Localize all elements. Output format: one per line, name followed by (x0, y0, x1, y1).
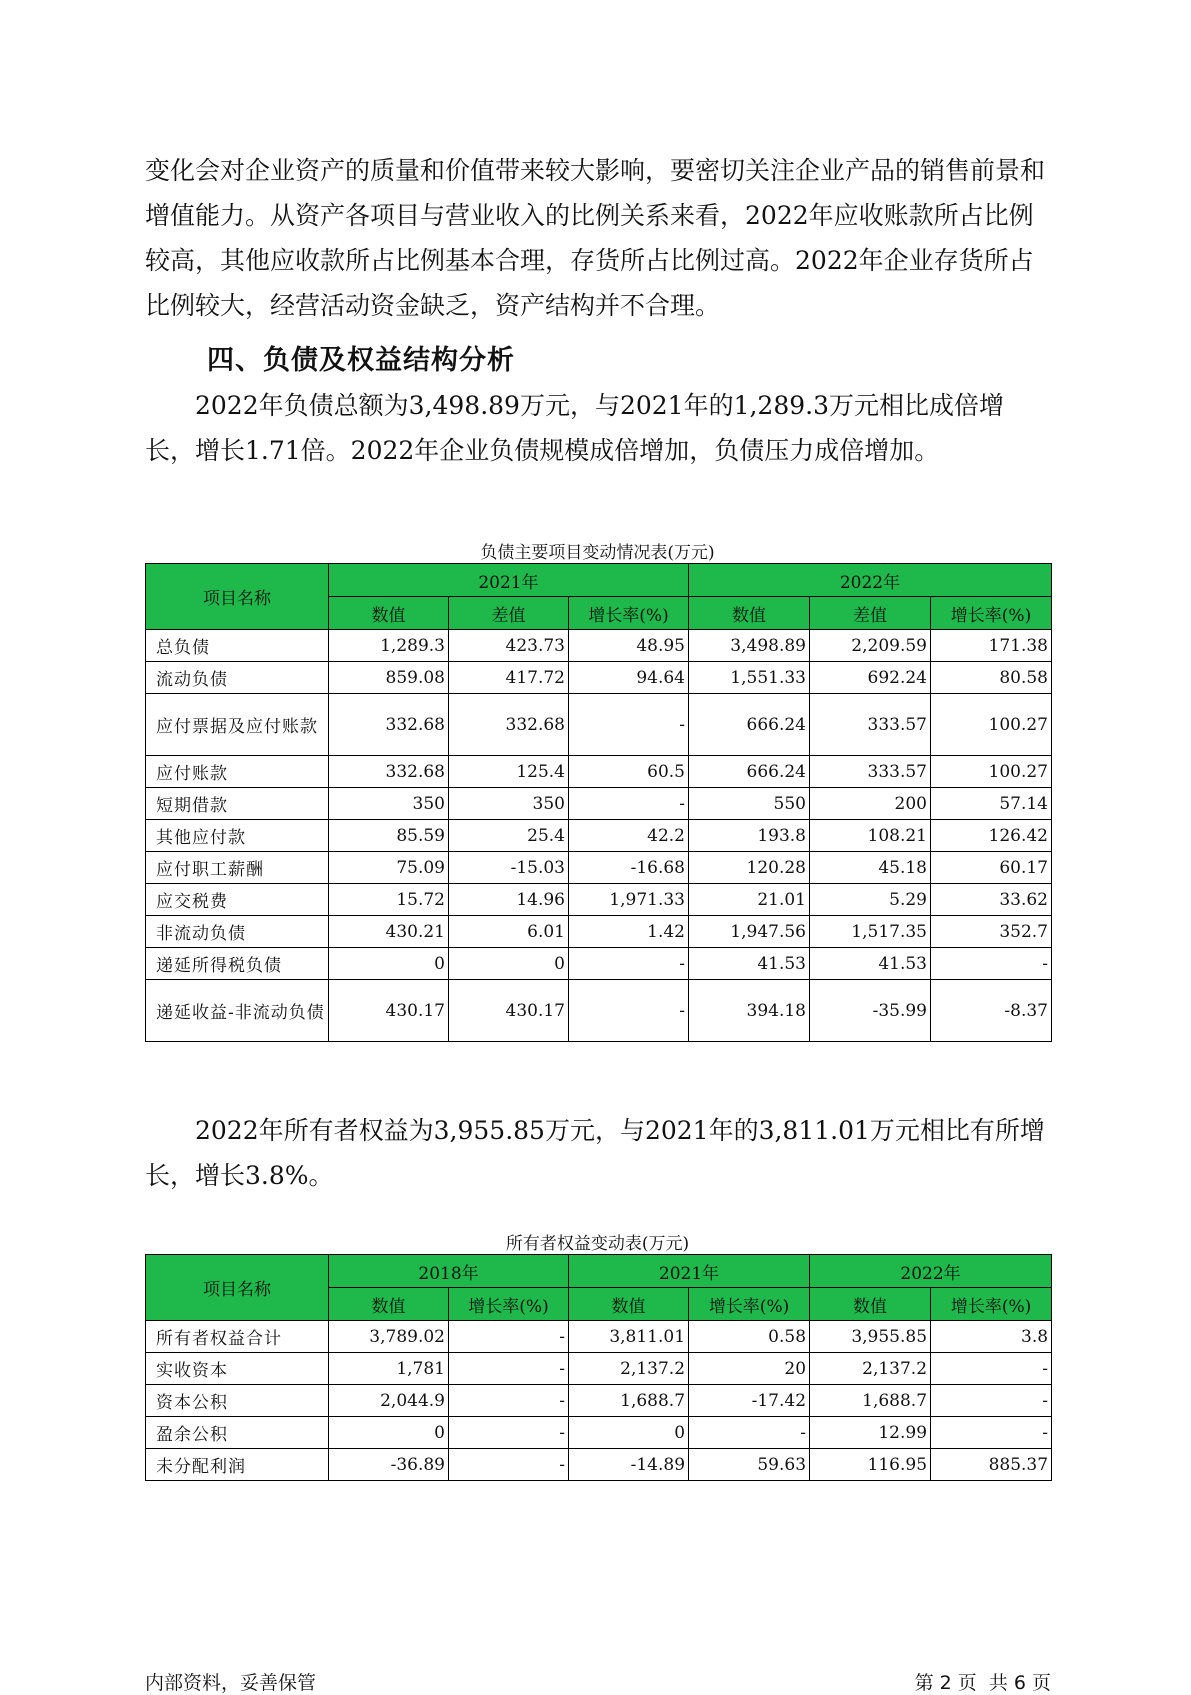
table-cell: 41.53 (810, 948, 931, 980)
table2-sub-header: 增长率(%) (931, 1288, 1052, 1321)
table-cell: 417.72 (449, 662, 569, 694)
table1-sub-header: 差值 (449, 597, 569, 630)
table-cell: 3,811.01 (569, 1321, 689, 1353)
table1-caption: 负债主要项目变动情况表(万元) (480, 543, 715, 563)
table-cell: - (931, 1385, 1052, 1417)
table-cell: 41.53 (689, 948, 810, 980)
table-cell: 75.09 (329, 852, 449, 884)
table-cell: 1,688.7 (810, 1385, 931, 1417)
table-cell: 15.72 (329, 884, 449, 916)
table-cell: 33.62 (931, 884, 1052, 916)
table2-sub-header: 增长率(%) (689, 1288, 810, 1321)
table2-caption: 所有者权益变动表(万元) (505, 1234, 690, 1254)
table-cell: 350 (329, 788, 449, 820)
table1-sub-header: 增长率(%) (569, 597, 689, 630)
table-cell: 120.28 (689, 852, 810, 884)
table-cell: 394.18 (689, 980, 810, 1042)
table1-sub-header: 数值 (329, 597, 449, 630)
table1-sub-header: 数值 (689, 597, 810, 630)
row-label: 应付职工薪酬 (146, 852, 329, 884)
table-cell: 666.24 (689, 694, 810, 756)
table2-sub-header: 数值 (569, 1288, 689, 1321)
table-cell: 3,955.85 (810, 1321, 931, 1353)
table-cell: 193.8 (689, 820, 810, 852)
table2-year-header: 2018年 (329, 1255, 569, 1288)
table-cell: 332.68 (449, 694, 569, 756)
table-row (146, 980, 1052, 1042)
table-cell: 352.7 (931, 916, 1052, 948)
table-cell: 333.57 (810, 694, 931, 756)
table-cell: 2,137.2 (810, 1353, 931, 1385)
table-cell: -17.42 (689, 1385, 810, 1417)
liabilities-table (145, 563, 1052, 1042)
table-cell: -36.89 (329, 1449, 449, 1481)
table-cell: 1,781 (329, 1353, 449, 1385)
table-cell: -14.89 (569, 1449, 689, 1481)
table-cell: 3,789.02 (329, 1321, 449, 1353)
table-cell: - (931, 948, 1052, 980)
table-cell: -16.68 (569, 852, 689, 884)
table-cell: 108.21 (810, 820, 931, 852)
table-cell: 25.4 (449, 820, 569, 852)
table-cell: - (449, 1417, 569, 1449)
table-row (146, 1321, 1052, 1353)
table-cell: -8.37 (931, 980, 1052, 1042)
table-cell: 2,044.9 (329, 1385, 449, 1417)
table-cell: - (931, 1417, 1052, 1449)
table1-sub-header: 增长率(%) (931, 597, 1052, 630)
table-cell: 1,947.56 (689, 916, 810, 948)
table-row (146, 662, 1052, 694)
table-cell: 42.2 (569, 820, 689, 852)
row-label: 短期借款 (146, 788, 329, 820)
table-cell: 692.24 (810, 662, 931, 694)
table-cell: - (569, 948, 689, 980)
table-cell: 0 (569, 1417, 689, 1449)
table-cell: 59.63 (689, 1449, 810, 1481)
row-label: 总负债 (146, 630, 329, 662)
row-label: 递延收益-非流动负债 (146, 980, 329, 1042)
table-cell: - (931, 1353, 1052, 1385)
table-cell: - (449, 1353, 569, 1385)
table-cell: 2,209.59 (810, 630, 931, 662)
table-row (146, 1353, 1052, 1385)
table-cell: 80.58 (931, 662, 1052, 694)
table-cell: - (689, 1417, 810, 1449)
row-label: 应付票据及应付账款 (146, 694, 329, 756)
table-cell: - (569, 980, 689, 1042)
table-cell: 200 (810, 788, 931, 820)
table-cell: 48.95 (569, 630, 689, 662)
table-row (146, 630, 1052, 662)
table-cell: 1,688.7 (569, 1385, 689, 1417)
row-label: 实收资本 (146, 1353, 329, 1385)
table-row (146, 756, 1052, 788)
row-label: 盈余公积 (146, 1417, 329, 1449)
table-cell: 6.01 (449, 916, 569, 948)
table-cell: 100.27 (931, 694, 1052, 756)
paragraph-liabilities: 2022年负债总额为3,498.89万元，与2021年的1,289.3万元相比成倍增长，增长1.71倍。2022年企业负债规模成倍增加，负债压力成倍增加。 (145, 391, 1004, 465)
table-cell: -35.99 (810, 980, 931, 1042)
row-label: 资本公积 (146, 1385, 329, 1417)
table-row (146, 884, 1052, 916)
table-cell: - (449, 1449, 569, 1481)
table-cell: 350 (449, 788, 569, 820)
table-cell: 45.18 (810, 852, 931, 884)
table-cell: 20 (689, 1353, 810, 1385)
table-cell: - (449, 1385, 569, 1417)
table-row (146, 852, 1052, 884)
table-row (146, 820, 1052, 852)
row-label: 其他应付款 (146, 820, 329, 852)
equity-table (145, 1254, 1052, 1481)
table-cell: 1,517.35 (810, 916, 931, 948)
table-row (146, 1385, 1052, 1417)
table-cell: 1,971.33 (569, 884, 689, 916)
table-cell: 430.21 (329, 916, 449, 948)
table-cell: 57.14 (931, 788, 1052, 820)
row-label: 应付账款 (146, 756, 329, 788)
table-cell: 332.68 (329, 694, 449, 756)
table-cell: 0.58 (689, 1321, 810, 1353)
table-cell: 125.4 (449, 756, 569, 788)
table-cell: 1,289.3 (329, 630, 449, 662)
paragraph-equity: 2022年所有者权益为3,955.85万元，与2021年的3,811.01万元相比有所增长，增长3.8%。 (145, 1116, 1045, 1190)
table-cell: 100.27 (931, 756, 1052, 788)
table-cell: 333.57 (810, 756, 931, 788)
table-cell: 885.37 (931, 1449, 1052, 1481)
row-label: 非流动负债 (146, 916, 329, 948)
table-cell: 60.5 (569, 756, 689, 788)
table-row (146, 948, 1052, 980)
table-cell: 21.01 (689, 884, 810, 916)
table-cell: 5.29 (810, 884, 931, 916)
table-cell: 171.38 (931, 630, 1052, 662)
row-label: 未分配利润 (146, 1449, 329, 1481)
table-cell: -15.03 (449, 852, 569, 884)
table-cell: 430.17 (329, 980, 449, 1042)
table-cell: 60.17 (931, 852, 1052, 884)
table2-item-header: 项目名称 (146, 1255, 329, 1321)
table-cell: 116.95 (810, 1449, 931, 1481)
footer-confidential-note: 内部资料，妥善保管 (145, 1672, 317, 1694)
table-cell: 85.59 (329, 820, 449, 852)
table1-year-header: 2022年 (689, 564, 1052, 597)
table-row (146, 788, 1052, 820)
row-label: 递延所得税负债 (146, 948, 329, 980)
table-cell: - (449, 1321, 569, 1353)
table-cell: 1,551.33 (689, 662, 810, 694)
footer-page-number: 第 2 页 共 6 页 (914, 1672, 1051, 1694)
table1-item-header: 项目名称 (146, 564, 329, 630)
table-cell: 0 (449, 948, 569, 980)
table1-sub-header: 差值 (810, 597, 931, 630)
table-cell: 666.24 (689, 756, 810, 788)
table-cell: 0 (329, 948, 449, 980)
table-cell: 12.99 (810, 1417, 931, 1449)
table-cell: 430.17 (449, 980, 569, 1042)
table1-year-header: 2021年 (329, 564, 689, 597)
table-cell: 3,498.89 (689, 630, 810, 662)
table-cell: 126.42 (931, 820, 1052, 852)
table-cell: 550 (689, 788, 810, 820)
table-cell: 859.08 (329, 662, 449, 694)
paragraph-asset-structure: 变化会对企业资产的质量和价值带来较大影响，要密切关注企业产品的销售前景和增值能力。从资产各项目与营业收入的比例关系来看，2022年应收账款所占比例较高，其他应收款所占比例基本合理，存货所占比例过高。2022年企业存货所占比例较大，经营活动资金缺乏，资产结构并不合理。 (145, 156, 1046, 320)
table2-year-header: 2021年 (569, 1255, 810, 1288)
table-cell: 1.42 (569, 916, 689, 948)
row-label: 所有者权益合计 (146, 1321, 329, 1353)
table-cell: - (569, 788, 689, 820)
row-label: 应交税费 (146, 884, 329, 916)
table2-year-header: 2022年 (810, 1255, 1052, 1288)
table-row (146, 694, 1052, 756)
table-cell: 332.68 (329, 756, 449, 788)
table-cell: 3.8 (931, 1321, 1052, 1353)
section-heading: 四、负债及权益结构分析 (207, 345, 515, 376)
table-row (146, 1449, 1052, 1481)
table-cell: 423.73 (449, 630, 569, 662)
table-row (146, 1417, 1052, 1449)
table-cell: 14.96 (449, 884, 569, 916)
table2-sub-header: 增长率(%) (449, 1288, 569, 1321)
table-row (146, 916, 1052, 948)
row-label: 流动负债 (146, 662, 329, 694)
table-cell: 94.64 (569, 662, 689, 694)
table2-sub-header: 数值 (329, 1288, 449, 1321)
table-cell: 0 (329, 1417, 449, 1449)
table2-sub-header: 数值 (810, 1288, 931, 1321)
table-cell: 2,137.2 (569, 1353, 689, 1385)
table-cell: - (569, 694, 689, 756)
